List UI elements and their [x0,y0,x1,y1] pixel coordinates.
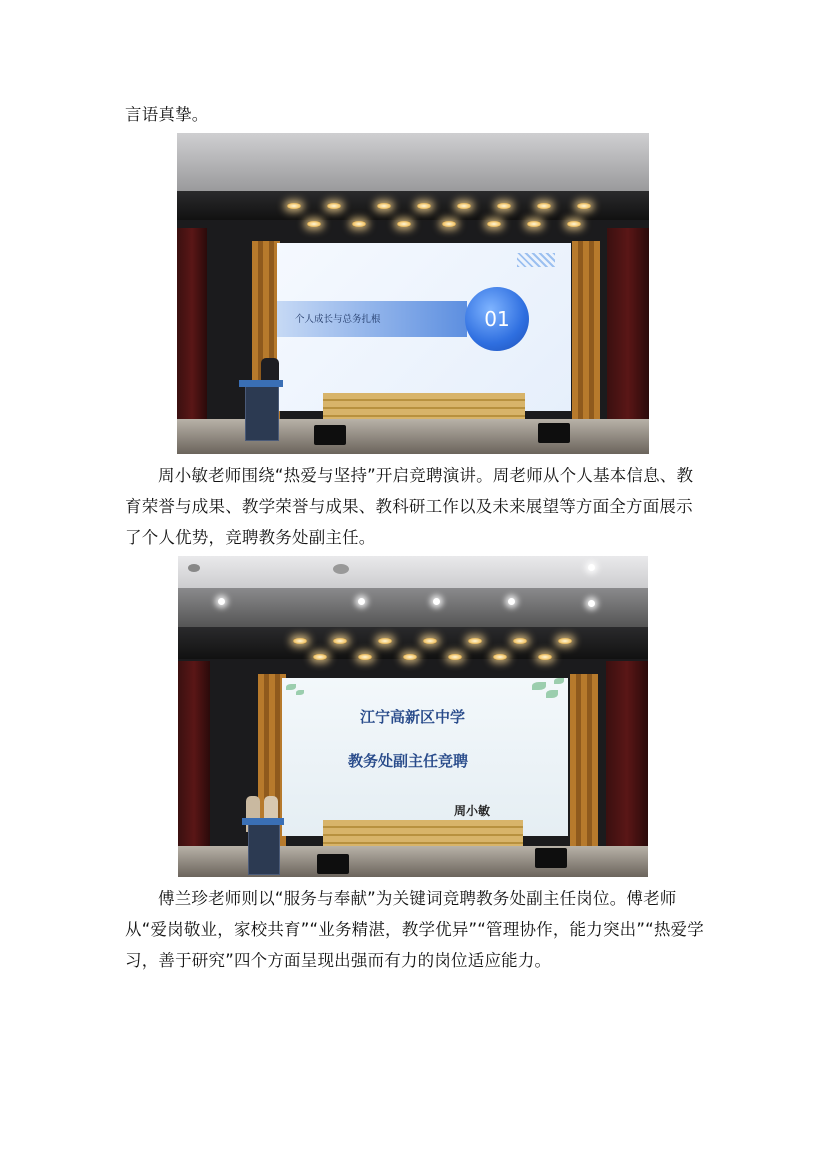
ceiling [177,133,649,191]
paragraph-1: 言语真挚。 [125,105,209,124]
slide-presenter-name: 周小敏 [454,804,491,818]
projection-screen [277,243,571,411]
slide-position-title: 教务处副主任竞聘 [348,752,469,770]
slide-school-name: 江宁高新区中学 [360,708,466,726]
podium [245,383,279,441]
paragraph-2: 周小敏老师围绕“热爱与坚持”开启竞聘演讲。周老师从个人基本信息、教育荣誉与成果、教学荣誉与成果、教科研工作以及未来展望等方面全方面展示了个人优势，竞聘教务处副主任。 [125,466,694,547]
photo-speech-2 [178,556,648,877]
stage-speaker-right [535,848,567,868]
slide-number: 01 [484,307,510,331]
paragraph-3: 傅兰珍老师则以“服务与奉献”为关键词竞聘教务处副主任岗位。傅老师从“爱岗敬业，家校共育”“业务精湛，教学优异”“管理协作，能力突出”“热爱学习，善于研究”四个方面呈现出强而有力的岗位适应能力。 [125,889,704,970]
ceiling [178,556,648,588]
stage-steps [323,820,523,846]
projection-screen [282,678,568,836]
slide-heading: 个人成长与总务扎根 [295,314,381,325]
stage-speaker-right [538,423,570,443]
stage-steps [323,393,525,419]
stage-speaker-left [317,854,349,874]
photo-speech-1 [177,133,649,454]
podium [248,821,280,875]
stage-speaker-left [314,425,346,445]
slide-number-circle [465,287,529,351]
